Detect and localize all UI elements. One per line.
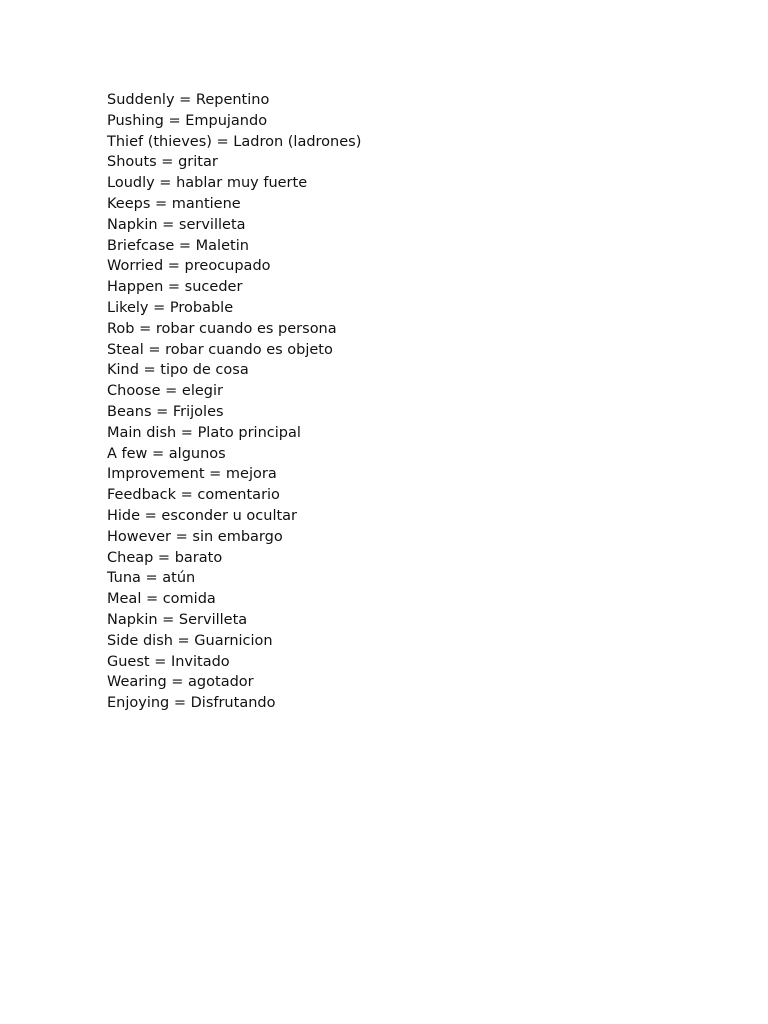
vocabulary-line: Worried = preocupado (107, 258, 271, 275)
vocabulary-line: Cheap = barato (107, 549, 223, 566)
vocabulary-line: Rob = robar cuando es persona (107, 320, 337, 337)
vocabulary-line: Pushing = Empujando (107, 112, 268, 129)
vocabulary-line: Steal = robar cuando es objeto (107, 341, 333, 358)
vocabulary-line: Briefcase = Maletin (107, 237, 249, 254)
vocabulary-line: Keeps = mantiene (107, 195, 241, 212)
vocabulary-line: Enjoying = Disfrutando (107, 695, 276, 712)
vocabulary-line: Napkin = Servilleta (107, 611, 248, 628)
vocabulary-line: A few = algunos (107, 445, 226, 462)
vocabulary-line: Likely = Probable (107, 299, 234, 316)
vocabulary-line: Meal = comida (107, 591, 216, 608)
vocabulary-line: Thief (thieves) = Ladron (ladrones) (107, 133, 362, 150)
vocabulary-list (107, 90, 361, 714)
vocabulary-line: Guest = Invitado (107, 653, 230, 670)
vocabulary-line: Feedback = comentario (107, 487, 280, 504)
vocabulary-line: Shouts = gritar (107, 154, 218, 171)
vocabulary-line: Improvement = mejora (107, 466, 277, 483)
vocabulary-line: Wearing = agotador (107, 674, 254, 691)
vocabulary-line: Kind = tipo de cosa (107, 362, 249, 379)
vocabulary-line: Side dish = Guarnicion (107, 632, 273, 649)
vocabulary-line: Beans = Frijoles (107, 403, 224, 420)
vocabulary-line: Loudly = hablar muy fuerte (107, 175, 308, 192)
vocabulary-line: Main dish = Plato principal (107, 424, 301, 441)
vocabulary-line: Happen = suceder (107, 279, 243, 296)
vocabulary-line: Tuna = atún (107, 570, 196, 587)
vocabulary-line: However = sin embargo (107, 528, 283, 545)
vocabulary-line: Choose = elegir (107, 383, 223, 400)
vocabulary-line: Suddenly = Repentino (107, 92, 270, 108)
vocabulary-line: Hide = esconder u ocultar (107, 507, 298, 524)
vocabulary-line: Napkin = servilleta (107, 216, 246, 233)
